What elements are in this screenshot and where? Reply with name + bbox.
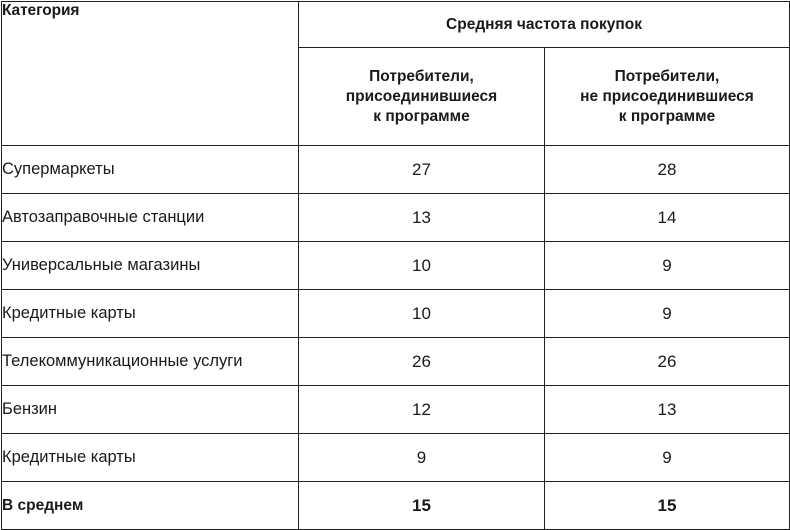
joined-column-header bbox=[299, 48, 545, 146]
category-header: Категория bbox=[2, 2, 299, 146]
category-cell: Телекоммуникационные услуги bbox=[2, 338, 299, 386]
not-joined-column-label: Потребители, не присоединившиеся к программе bbox=[580, 67, 754, 125]
category-cell: Супермаркеты bbox=[2, 146, 299, 194]
table-row bbox=[2, 386, 790, 434]
joined-value-cell: 10 bbox=[299, 290, 545, 338]
table-row bbox=[2, 194, 790, 242]
category-cell: Бензин bbox=[2, 386, 299, 434]
joined-value-cell: 27 bbox=[299, 146, 545, 194]
not-joined-value-cell: 9 bbox=[545, 290, 790, 338]
category-cell: Универсальные магазины bbox=[2, 242, 299, 290]
summary-label-cell: В среднем bbox=[2, 482, 299, 530]
summary-joined-cell: 15 bbox=[299, 482, 545, 530]
avg-frequency-header: Средняя частота покупок bbox=[299, 2, 790, 48]
summary-not-joined-cell: 15 bbox=[545, 482, 790, 530]
joined-value-cell: 9 bbox=[299, 434, 545, 482]
not-joined-value-cell: 9 bbox=[545, 242, 790, 290]
joined-column-label: Потребители, присоединившиеся к программе bbox=[345, 67, 498, 125]
category-cell: Автозаправочные станции bbox=[2, 194, 299, 242]
not-joined-value-cell: 26 bbox=[545, 338, 790, 386]
not-joined-value-cell: 28 bbox=[545, 146, 790, 194]
header-row-1 bbox=[2, 2, 790, 48]
not-joined-column-header bbox=[545, 48, 790, 146]
table-row bbox=[2, 338, 790, 386]
summary-row bbox=[2, 482, 790, 530]
table-row bbox=[2, 434, 790, 482]
joined-value-cell: 10 bbox=[299, 242, 545, 290]
not-joined-value-cell: 9 bbox=[545, 434, 790, 482]
purchase-frequency-table bbox=[1, 1, 790, 530]
not-joined-value-cell: 13 bbox=[545, 386, 790, 434]
joined-value-cell: 12 bbox=[299, 386, 545, 434]
table-row bbox=[2, 290, 790, 338]
joined-value-cell: 13 bbox=[299, 194, 545, 242]
table-row bbox=[2, 242, 790, 290]
category-cell: Кредитные карты bbox=[2, 290, 299, 338]
table-row bbox=[2, 146, 790, 194]
joined-value-cell: 26 bbox=[299, 338, 545, 386]
category-cell: Кредитные карты bbox=[2, 434, 299, 482]
not-joined-value-cell: 14 bbox=[545, 194, 790, 242]
